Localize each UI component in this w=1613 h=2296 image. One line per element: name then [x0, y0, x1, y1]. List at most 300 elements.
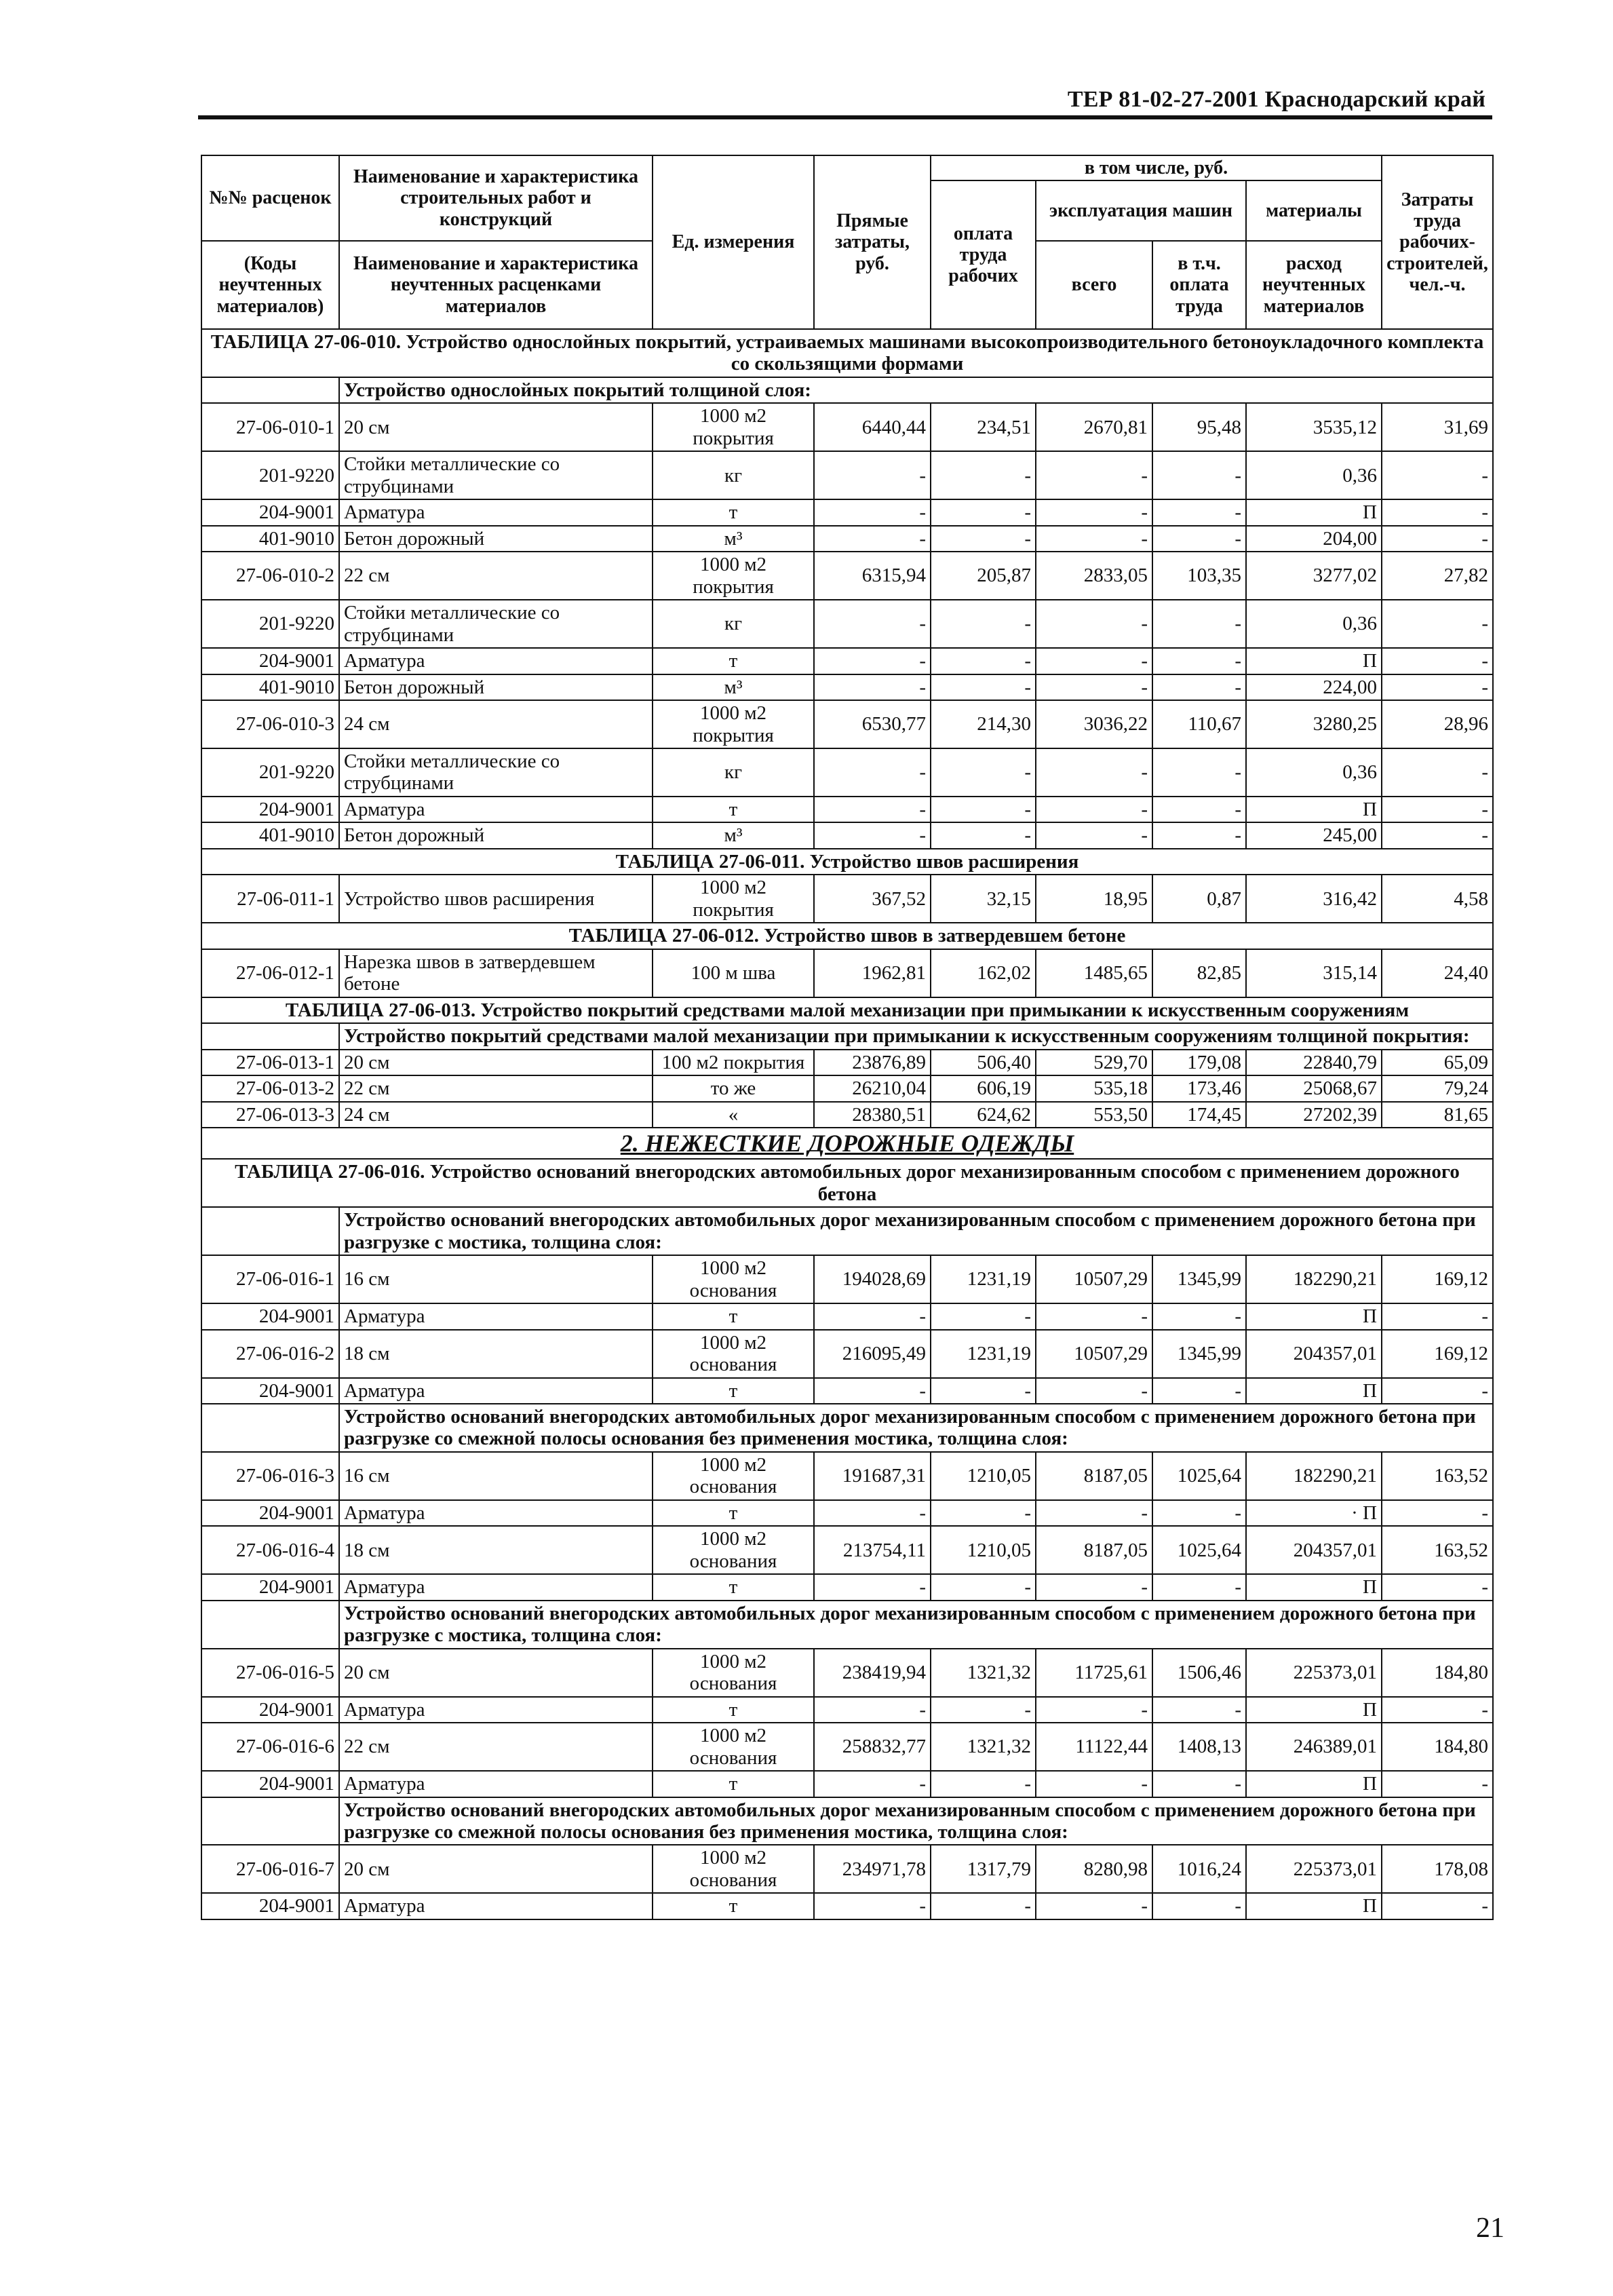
unit-cell: 1000 м2 основания — [653, 1649, 814, 1697]
materials-cell: 245,00 — [1246, 822, 1382, 848]
materials-cell: 182290,21 — [1246, 1255, 1382, 1303]
subheading-text: Устройство оснований внегородских автомобильных дорог механизированным способом с применением дорожного бетона при разгрузке с мостика, толщина слоя: — [339, 1601, 1493, 1649]
rate-row — [201, 1452, 1493, 1500]
name-cell: 18 см — [339, 1526, 653, 1574]
code-cell: 204-9001 — [201, 1500, 339, 1526]
materials-cell: 22840,79 — [1246, 1050, 1382, 1075]
rate-row — [201, 949, 1493, 997]
material-row — [201, 1893, 1493, 1919]
material-row — [201, 1303, 1493, 1329]
name-cell: Бетон дорожный — [339, 526, 653, 552]
unit-cell: кг — [653, 451, 814, 499]
subheading-row — [201, 1023, 1493, 1049]
machines-wages-cell: - — [1152, 1574, 1246, 1600]
materials-cell: 3535,12 — [1246, 403, 1382, 451]
unit-cell: 1000 м2 основания — [653, 1330, 814, 1378]
materials-cell: 0,36 — [1246, 600, 1382, 648]
name-cell: 24 см — [339, 700, 653, 748]
name-cell: 18 см — [339, 1330, 653, 1378]
unit-cell: т — [653, 648, 814, 674]
rate-row — [201, 1723, 1493, 1771]
machines-total-cell: - — [1036, 600, 1152, 648]
name-cell: Бетон дорожный — [339, 822, 653, 848]
page-header — [198, 81, 1492, 119]
wages-cell: 1231,19 — [931, 1330, 1036, 1378]
machines-total-cell: 2670,81 — [1036, 403, 1152, 451]
code-cell: 204-9001 — [201, 1771, 339, 1797]
unit-cell: м³ — [653, 526, 814, 552]
name-cell: 22 см — [339, 1723, 653, 1771]
name-cell: Устройство швов расширения — [339, 875, 653, 923]
labor-cell: 163,52 — [1382, 1452, 1493, 1500]
labor-cell: - — [1382, 1574, 1493, 1600]
unit-cell: т — [653, 1500, 814, 1526]
rate-row — [201, 552, 1493, 600]
wages-cell: - — [931, 499, 1036, 525]
machines-wages-cell: - — [1152, 1378, 1246, 1404]
code-cell: 401-9010 — [201, 822, 339, 848]
name-cell: Арматура — [339, 648, 653, 674]
unit-cell: то же — [653, 1075, 814, 1101]
table-title-row — [201, 1159, 1493, 1207]
code-cell: 27-06-011-1 — [201, 875, 339, 923]
labor-cell: - — [1382, 1771, 1493, 1797]
unit-cell: 1000 м2 покрытия — [653, 403, 814, 451]
unit-cell: 1000 м2 покрытия — [653, 700, 814, 748]
table-title: ТАБЛИЦА 27-06-010. Устройство однослойных покрытий, устраиваемых машинами высокопроизводительного бетоноукладочного комплекта со скользящими формами — [201, 329, 1493, 377]
rate-row — [201, 700, 1493, 748]
material-row — [201, 1500, 1493, 1526]
subheading-text: Устройство оснований внегородских автомобильных дорог механизированным способом с применением дорожного бетона при разгрузке с мостика, толщина слоя: — [339, 1207, 1493, 1255]
labor-cell: 65,09 — [1382, 1050, 1493, 1075]
wages-cell: - — [931, 797, 1036, 822]
wages-cell: - — [931, 1893, 1036, 1919]
wages-cell: - — [931, 1574, 1036, 1600]
rate-row — [201, 403, 1493, 451]
wages-cell: 1231,19 — [931, 1255, 1036, 1303]
material-row — [201, 1378, 1493, 1404]
subheading-row — [201, 1797, 1493, 1845]
table-title-row — [201, 849, 1493, 875]
wages-cell: 162,02 — [931, 949, 1036, 997]
col-materials-header: материалы — [1246, 180, 1382, 241]
machines-wages-cell: - — [1152, 451, 1246, 499]
subheading-row — [201, 1207, 1493, 1255]
rate-row — [201, 1526, 1493, 1574]
document-title: ТЕР 81-02-27-2001 Краснодарский край — [1067, 87, 1485, 112]
empty-cell — [201, 1207, 339, 1255]
machines-wages-cell: 1506,46 — [1152, 1649, 1246, 1697]
machines-wages-cell: - — [1152, 1500, 1246, 1526]
direct-cost-cell: - — [814, 674, 931, 700]
machines-total-cell: 11122,44 — [1036, 1723, 1152, 1771]
name-cell: 20 см — [339, 1050, 653, 1075]
direct-cost-cell: 258832,77 — [814, 1723, 931, 1771]
material-row — [201, 1771, 1493, 1797]
col-direct-header: Прямые затраты, руб. — [814, 155, 931, 329]
material-row — [201, 600, 1493, 648]
col-machines-wages-header: в т.ч. оплата труда — [1152, 241, 1246, 329]
machines-total-cell: 8280,98 — [1036, 1845, 1152, 1893]
unit-cell: « — [653, 1102, 814, 1128]
machines-wages-cell: 82,85 — [1152, 949, 1246, 997]
materials-cell: 25068,67 — [1246, 1075, 1382, 1101]
wages-cell: 1317,79 — [931, 1845, 1036, 1893]
col-wages-header: оплата труда рабочих — [931, 180, 1036, 329]
material-row — [201, 674, 1493, 700]
unit-cell: т — [653, 1574, 814, 1600]
empty-cell — [201, 1601, 339, 1649]
name-cell: Арматура — [339, 1303, 653, 1329]
machines-wages-cell: 1408,13 — [1152, 1723, 1246, 1771]
direct-cost-cell: - — [814, 1574, 931, 1600]
machines-wages-cell: 1025,64 — [1152, 1452, 1246, 1500]
wages-cell: 624,62 — [931, 1102, 1036, 1128]
labor-cell: 27,82 — [1382, 552, 1493, 600]
unit-cell: т — [653, 1697, 814, 1723]
labor-cell: - — [1382, 748, 1493, 797]
material-row — [201, 797, 1493, 822]
labor-cell: 28,96 — [1382, 700, 1493, 748]
col-name-header: Наименование и характеристика строительных работ и конструкций — [339, 155, 653, 241]
machines-total-cell: 10507,29 — [1036, 1330, 1152, 1378]
subheading-text: Устройство оснований внегородских автомобильных дорог механизированным способом с применением дорожного бетона при разгрузке со смежной полосы основания без применения мостика, толщина слоя: — [339, 1404, 1493, 1452]
table-header — [201, 155, 1493, 329]
machines-wages-cell: - — [1152, 748, 1246, 797]
direct-cost-cell: - — [814, 648, 931, 674]
direct-cost-cell: - — [814, 499, 931, 525]
labor-cell: 178,08 — [1382, 1845, 1493, 1893]
wages-cell: 205,87 — [931, 552, 1036, 600]
direct-cost-cell: 6530,77 — [814, 700, 931, 748]
material-row — [201, 1697, 1493, 1723]
materials-cell: П — [1246, 797, 1382, 822]
direct-cost-cell: - — [814, 600, 931, 648]
labor-cell: 169,12 — [1382, 1255, 1493, 1303]
machines-total-cell: 2833,05 — [1036, 552, 1152, 600]
subheading-text: Устройство однослойных покрытий толщиной слоя: — [339, 377, 1493, 403]
rates-table — [201, 155, 1494, 1920]
empty-cell — [201, 1797, 339, 1845]
wages-cell: - — [931, 1771, 1036, 1797]
labor-cell: - — [1382, 674, 1493, 700]
machines-wages-cell: - — [1152, 1303, 1246, 1329]
wages-cell: - — [931, 451, 1036, 499]
materials-cell: 3280,25 — [1246, 700, 1382, 748]
direct-cost-cell: 23876,89 — [814, 1050, 931, 1075]
code-cell: 401-9010 — [201, 674, 339, 700]
rate-row — [201, 1845, 1493, 1893]
direct-cost-cell: - — [814, 1893, 931, 1919]
wages-cell: - — [931, 674, 1036, 700]
materials-cell: П — [1246, 1574, 1382, 1600]
direct-cost-cell: - — [814, 1303, 931, 1329]
table-title: ТАБЛИЦА 27-06-012. Устройство швов в затвердевшем бетоне — [201, 923, 1493, 949]
direct-cost-cell: 6440,44 — [814, 403, 931, 451]
machines-wages-cell: - — [1152, 648, 1246, 674]
code-cell: 27-06-016-3 — [201, 1452, 339, 1500]
materials-cell: П — [1246, 1303, 1382, 1329]
machines-total-cell: - — [1036, 1697, 1152, 1723]
unit-cell: 1000 м2 покрытия — [653, 875, 814, 923]
table-title: ТАБЛИЦА 27-06-013. Устройство покрытий средствами малой механизации при примыкании к искусственным сооружениям — [201, 997, 1493, 1023]
machines-wages-cell: 1345,99 — [1152, 1330, 1246, 1378]
wages-cell: 606,19 — [931, 1075, 1036, 1101]
material-row — [201, 1574, 1493, 1600]
direct-cost-cell: - — [814, 797, 931, 822]
col-labor-header: Затраты труда рабочих-строителей, чел.-ч. — [1382, 155, 1493, 329]
name-cell: Арматура — [339, 1500, 653, 1526]
name-cell: Арматура — [339, 499, 653, 525]
unit-cell: т — [653, 1771, 814, 1797]
code-cell: 27-06-016-5 — [201, 1649, 339, 1697]
code-cell: 204-9001 — [201, 1893, 339, 1919]
wages-cell: 32,15 — [931, 875, 1036, 923]
unit-cell: т — [653, 797, 814, 822]
machines-total-cell: - — [1036, 451, 1152, 499]
direct-cost-cell: - — [814, 1697, 931, 1723]
machines-wages-cell: 1345,99 — [1152, 1255, 1246, 1303]
col-machines-header: эксплуатация машин — [1036, 180, 1246, 241]
machines-total-cell: - — [1036, 1574, 1152, 1600]
rate-row — [201, 1330, 1493, 1378]
materials-cell: П — [1246, 1697, 1382, 1723]
direct-cost-cell: 216095,49 — [814, 1330, 931, 1378]
table-title: ТАБЛИЦА 27-06-011. Устройство швов расширения — [201, 849, 1493, 875]
machines-total-cell: 553,50 — [1036, 1102, 1152, 1128]
unit-cell: т — [653, 499, 814, 525]
direct-cost-cell: - — [814, 526, 931, 552]
machines-wages-cell: - — [1152, 1697, 1246, 1723]
machines-total-cell: - — [1036, 1893, 1152, 1919]
name-cell: Бетон дорожный — [339, 674, 653, 700]
machines-wages-cell: - — [1152, 600, 1246, 648]
table-title-row — [201, 997, 1493, 1023]
code-cell: 401-9010 — [201, 526, 339, 552]
empty-cell — [201, 377, 339, 403]
unit-cell: т — [653, 1378, 814, 1404]
direct-cost-cell: - — [814, 451, 931, 499]
wages-cell: - — [931, 526, 1036, 552]
direct-cost-cell: 28380,51 — [814, 1102, 931, 1128]
unit-cell: 1000 м2 основания — [653, 1452, 814, 1500]
unit-cell: 1000 м2 основания — [653, 1255, 814, 1303]
unit-cell: т — [653, 1303, 814, 1329]
material-row — [201, 822, 1493, 848]
direct-cost-cell: 26210,04 — [814, 1075, 931, 1101]
labor-cell: - — [1382, 526, 1493, 552]
machines-total-cell: - — [1036, 1500, 1152, 1526]
labor-cell: - — [1382, 600, 1493, 648]
machines-total-cell: - — [1036, 748, 1152, 797]
machines-total-cell: - — [1036, 822, 1152, 848]
machines-total-cell: 8187,05 — [1036, 1526, 1152, 1574]
empty-cell — [201, 1023, 339, 1049]
machines-total-cell: 535,18 — [1036, 1075, 1152, 1101]
wages-cell: 1210,05 — [931, 1452, 1036, 1500]
materials-cell: 0,36 — [1246, 748, 1382, 797]
labor-cell: - — [1382, 1697, 1493, 1723]
machines-total-cell: - — [1036, 1771, 1152, 1797]
direct-cost-cell: 238419,94 — [814, 1649, 931, 1697]
name-cell: Стойки металлические со струбцинами — [339, 600, 653, 648]
labor-cell: 79,24 — [1382, 1075, 1493, 1101]
wages-cell: - — [931, 1500, 1036, 1526]
unit-cell: 1000 м2 основания — [653, 1723, 814, 1771]
code-cell: 201-9220 — [201, 600, 339, 648]
code-cell: 27-06-016-1 — [201, 1255, 339, 1303]
name-cell: Стойки металлические со струбцинами — [339, 451, 653, 499]
table-title: ТАБЛИЦА 27-06-016. Устройство оснований внегородских автомобильных дорог механизированным способом с применением дорожного бетона — [201, 1159, 1493, 1207]
machines-wages-cell: 1025,64 — [1152, 1526, 1246, 1574]
rate-row — [201, 875, 1493, 923]
col-code-sub-header: (Коды неучтенных материалов) — [201, 241, 339, 329]
wages-cell: 506,40 — [931, 1050, 1036, 1075]
code-cell: 27-06-016-2 — [201, 1330, 339, 1378]
machines-total-cell: 10507,29 — [1036, 1255, 1152, 1303]
machines-wages-cell: 95,48 — [1152, 403, 1246, 451]
direct-cost-cell: 213754,11 — [814, 1526, 931, 1574]
material-row — [201, 499, 1493, 525]
machines-total-cell: 18,95 — [1036, 875, 1152, 923]
machines-wages-cell: - — [1152, 797, 1246, 822]
labor-cell: - — [1382, 1500, 1493, 1526]
machines-total-cell: - — [1036, 499, 1152, 525]
machines-total-cell: - — [1036, 674, 1152, 700]
col-materials-extra-header: расход неучтенных материалов — [1246, 241, 1382, 329]
subheading-text: Устройство оснований внегородских автомобильных дорог механизированным способом с применением дорожного бетона при разгрузке со смежной полосы основания без применения мостика, толщина слоя: — [339, 1797, 1493, 1845]
name-cell: 22 см — [339, 552, 653, 600]
subheading-text: Устройство покрытий средствами малой механизации при примыкании к искусственным сооружениям толщиной покрытия: — [339, 1023, 1493, 1049]
rate-row — [201, 1075, 1493, 1101]
name-cell: Арматура — [339, 1574, 653, 1600]
machines-wages-cell: - — [1152, 526, 1246, 552]
code-cell: 27-06-010-2 — [201, 552, 339, 600]
machines-wages-cell: - — [1152, 1771, 1246, 1797]
machines-wages-cell: 110,67 — [1152, 700, 1246, 748]
unit-cell: м³ — [653, 822, 814, 848]
name-cell: Арматура — [339, 1378, 653, 1404]
rate-row — [201, 1050, 1493, 1075]
direct-cost-cell: 6315,94 — [814, 552, 931, 600]
machines-total-cell: - — [1036, 1303, 1152, 1329]
direct-cost-cell: 1962,81 — [814, 949, 931, 997]
subheading-row — [201, 1601, 1493, 1649]
machines-total-cell: 3036,22 — [1036, 700, 1152, 748]
material-row — [201, 451, 1493, 499]
code-cell: 204-9001 — [201, 797, 339, 822]
code-cell: 201-9220 — [201, 451, 339, 499]
code-cell: 204-9001 — [201, 1303, 339, 1329]
table-body — [201, 329, 1493, 1919]
subheading-row — [201, 377, 1493, 403]
labor-cell: - — [1382, 648, 1493, 674]
wages-cell: - — [931, 600, 1036, 648]
code-cell: 27-06-013-3 — [201, 1102, 339, 1128]
col-code-header: №№ расценок — [201, 155, 339, 241]
wages-cell: 1210,05 — [931, 1526, 1036, 1574]
machines-wages-cell: - — [1152, 674, 1246, 700]
code-cell: 204-9001 — [201, 1574, 339, 1600]
materials-cell: 204357,01 — [1246, 1526, 1382, 1574]
name-cell: 16 см — [339, 1255, 653, 1303]
direct-cost-cell: 191687,31 — [814, 1452, 931, 1500]
labor-cell: 4,58 — [1382, 875, 1493, 923]
name-cell: 20 см — [339, 403, 653, 451]
direct-cost-cell: - — [814, 1771, 931, 1797]
materials-cell: П — [1246, 1771, 1382, 1797]
materials-cell: 0,36 — [1246, 451, 1382, 499]
header-rule — [198, 115, 1492, 119]
material-row — [201, 648, 1493, 674]
name-cell: 20 см — [339, 1649, 653, 1697]
col-machines-total-header: всего — [1036, 241, 1152, 329]
section-heading-row — [201, 1128, 1493, 1159]
code-cell: 27-06-016-6 — [201, 1723, 339, 1771]
unit-cell: кг — [653, 600, 814, 648]
materials-cell: 316,42 — [1246, 875, 1382, 923]
rate-row — [201, 1255, 1493, 1303]
col-name-sub-header: Наименование и характеристика неучтенных расценками материалов — [339, 241, 653, 329]
machines-total-cell: - — [1036, 797, 1152, 822]
machines-wages-cell: - — [1152, 822, 1246, 848]
labor-cell: 184,80 — [1382, 1649, 1493, 1697]
col-including-header: в том числе, руб. — [931, 155, 1382, 180]
labor-cell: 24,40 — [1382, 949, 1493, 997]
table-title-row — [201, 923, 1493, 949]
material-row — [201, 526, 1493, 552]
wages-cell: 214,30 — [931, 700, 1036, 748]
rate-row — [201, 1649, 1493, 1697]
materials-cell: 3277,02 — [1246, 552, 1382, 600]
wages-cell: - — [931, 1378, 1036, 1404]
machines-total-cell: 529,70 — [1036, 1050, 1152, 1075]
machines-total-cell: 11725,61 — [1036, 1649, 1152, 1697]
labor-cell: - — [1382, 822, 1493, 848]
unit-cell: 1000 м2 покрытия — [653, 552, 814, 600]
labor-cell: 31,69 — [1382, 403, 1493, 451]
name-cell: Стойки металлические со струбцинами — [339, 748, 653, 797]
unit-cell: 100 м2 покрытия — [653, 1050, 814, 1075]
unit-cell: 100 м шва — [653, 949, 814, 997]
unit-cell: 1000 м2 основания — [653, 1526, 814, 1574]
code-cell: 27-06-013-2 — [201, 1075, 339, 1101]
machines-total-cell: - — [1036, 648, 1152, 674]
code-cell: 204-9001 — [201, 648, 339, 674]
labor-cell: 81,65 — [1382, 1102, 1493, 1128]
materials-cell: П — [1246, 1378, 1382, 1404]
name-cell: 24 см — [339, 1102, 653, 1128]
materials-cell: П — [1246, 499, 1382, 525]
code-cell: 27-06-012-1 — [201, 949, 339, 997]
rate-row — [201, 1102, 1493, 1128]
code-cell: 27-06-010-1 — [201, 403, 339, 451]
name-cell: Нарезка швов в затвердевшем бетоне — [339, 949, 653, 997]
machines-wages-cell: 173,46 — [1152, 1075, 1246, 1101]
materials-cell: 182290,21 — [1246, 1452, 1382, 1500]
materials-cell: 225373,01 — [1246, 1845, 1382, 1893]
wages-cell: 234,51 — [931, 403, 1036, 451]
materials-cell: 27202,39 — [1246, 1102, 1382, 1128]
subheading-row — [201, 1404, 1493, 1452]
wages-cell: - — [931, 822, 1036, 848]
direct-cost-cell: 367,52 — [814, 875, 931, 923]
materials-cell: 204,00 — [1246, 526, 1382, 552]
machines-wages-cell: 1016,24 — [1152, 1845, 1246, 1893]
name-cell: 22 см — [339, 1075, 653, 1101]
unit-cell: т — [653, 1893, 814, 1919]
machines-total-cell: - — [1036, 1378, 1152, 1404]
